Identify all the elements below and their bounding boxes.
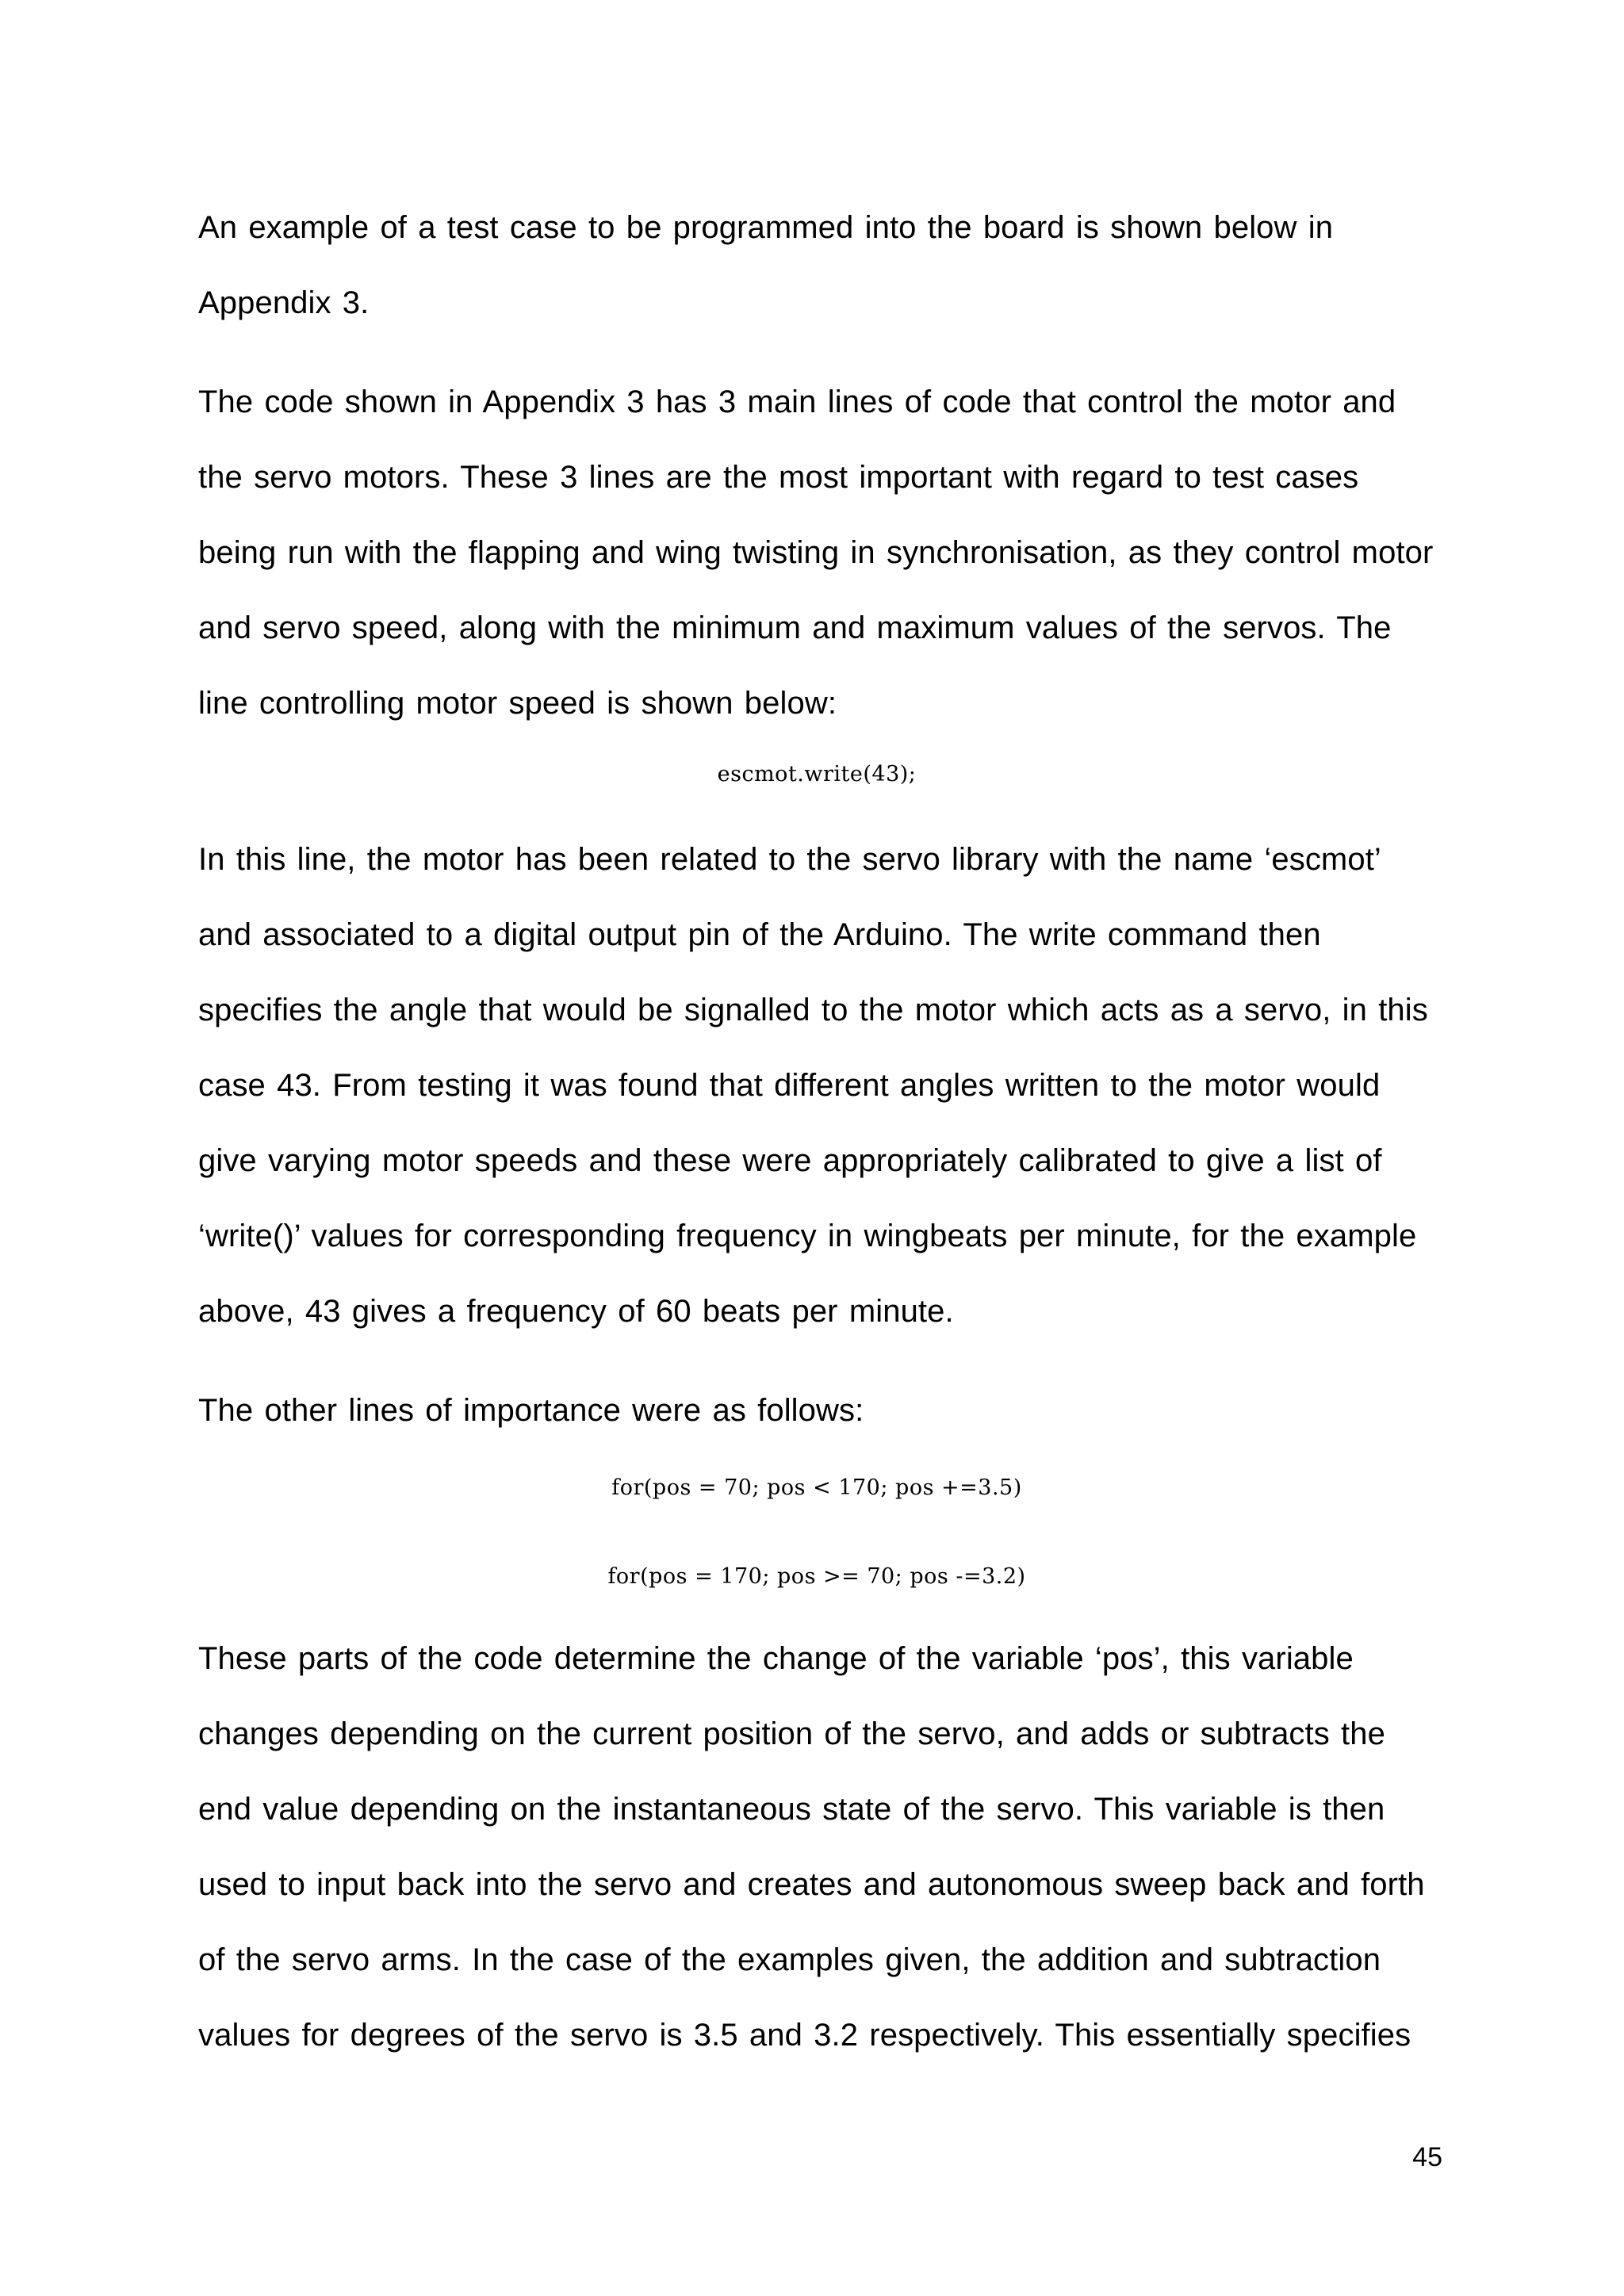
- paragraph-motor-explanation: In this line, the motor has been related to the servo library with the name ‘escmot’ and associated to a digital output pin of the Arduino. The write command then specifies the angle that would be signalled to the motor which acts as a servo, in this case 43. From testing it was found that different angles written to the motor would give varying motor speeds and these were appropriately calibrated to give a list of ‘write()’ values for corresponding frequency in wingbeats per minute, for the example above, 43 gives a frequency of 60 beats per minute.: [198, 842, 1428, 1329]
- code-line-for-increment: for(pos = 70; pos < 170; pos +=3.5): [611, 1475, 1022, 1500]
- page-content: [198, 190, 1435, 2073]
- paragraph-pos-explanation: These parts of the code determine the change of the variable ‘pos’, this variable changes depending on the current position of the servo, and adds or subtracts the end value depending on the instantaneous state of the servo. This variable is then used to input back into the servo and creates and autonomous sweep back and forth of the servo arms. In the case of the examples given, the addition and subtraction values for degrees of the servo is 3.5 and 3.2 respectively. This essentially specifies: [198, 1641, 1425, 2053]
- code-line-motor-write: escmot.write(43);: [717, 762, 917, 786]
- page-number: 45: [1412, 2142, 1442, 2172]
- code-line-for-decrement: for(pos = 170; pos >= 70; pos -=3.2): [607, 1564, 1026, 1589]
- paragraph-other-lines: The other lines of importance were as follows:: [198, 1393, 864, 1428]
- paragraph-main-lines: The code shown in Appendix 3 has 3 main lines of code that control the motor and the servo motors. These 3 lines are the most important with regard to test cases being run with the flapping and wing twisting in synchronisation, as they control motor and servo speed, along with the minimum and maximum values of the servos. The line controlling motor speed is shown below:: [198, 385, 1434, 721]
- paragraph-intro: An example of a test case to be programmed into the board is shown below in Appendix 3.: [198, 210, 1334, 320]
